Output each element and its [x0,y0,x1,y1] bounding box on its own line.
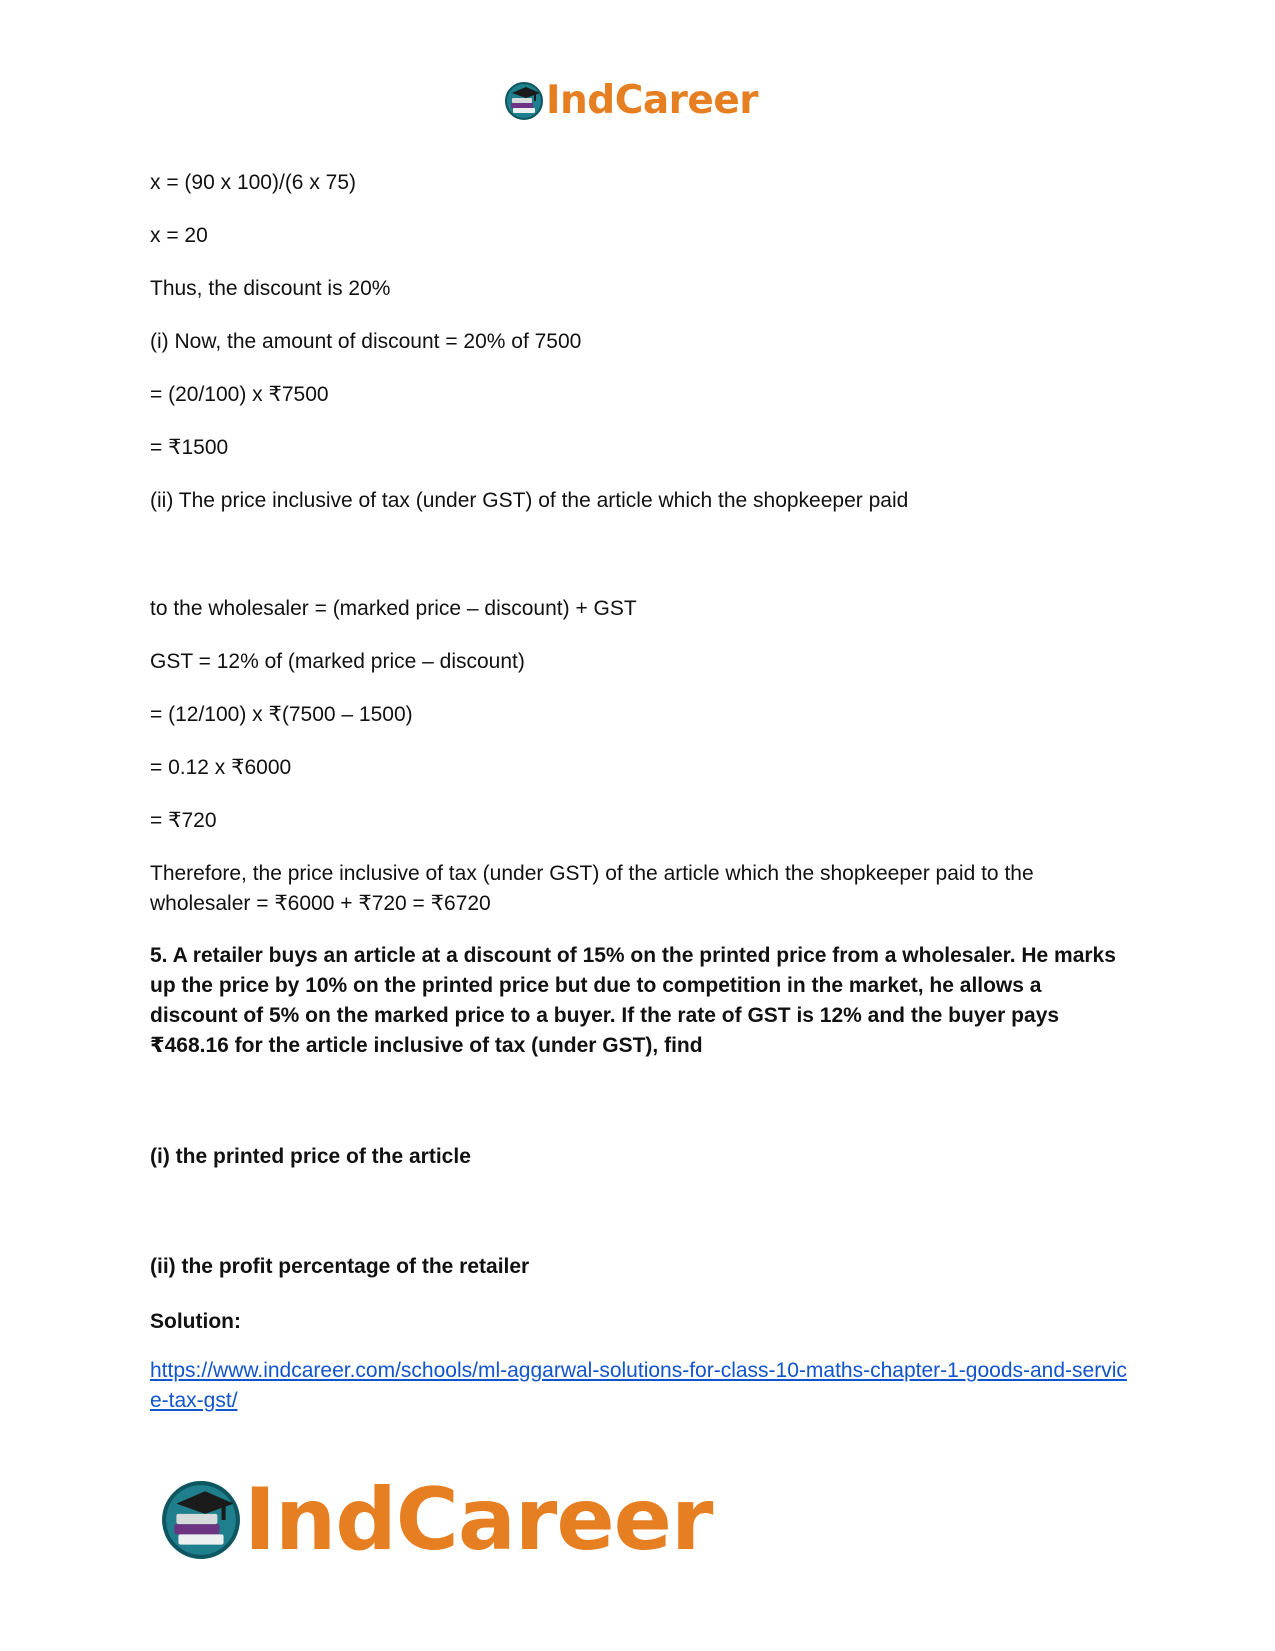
solution-link[interactable]: https://www.indcareer.com/schools/ml-aggarwal-solutions-for-class-10-maths-chapter-1-goods-and-service-tax-gst/ [150,1359,1127,1412]
equation-line: = (12/100) x ₹(7500 – 1500) [150,703,413,726]
text-line: (ii) The price inclusive of tax (under GST) of the article which the shopkeeper paid [150,489,909,512]
logo-wordmark: IndCareer [546,78,758,123]
question-5-part-ii: (ii) the profit percentage of the retailer [150,1255,530,1278]
equation-line: = ₹720 [150,809,217,832]
footer-logo [160,1470,712,1570]
question-5-text: 5. A retailer buys an article at a discount of 15% on the printed price from a wholesaler. He marks up the price by 10% on the printed price but due to competition in the market, he allows a discount of 5% on the marked price to a buyer. If the rate of GST is 12% and the buyer pays ₹468.16 for the article inclusive of tax (under GST), find [150,944,1116,1057]
question-5-part-i: (i) the printed price of the article [150,1145,471,1168]
equation-line: x = (90 x 100)/(6 x 75) [150,171,357,194]
equation-line: x = 20 [150,224,208,247]
text-line: GST = 12% of (marked price – discount) [150,650,525,673]
conclusion-paragraph: Therefore, the price inclusive of tax (under GST) of the article which the shopkeeper paid to the wholesaler = ₹6000 + ₹720 = ₹6720 [150,862,1034,915]
graduation-cap-books-icon [160,1479,242,1561]
logo-wordmark: IndCareer [244,1470,713,1570]
solution-label: Solution: [150,1310,241,1333]
text-line: Thus, the discount is 20% [150,277,391,300]
text-line: (i) Now, the amount of discount = 20% of 7500 [150,330,582,353]
equation-line: = (20/100) x ₹7500 [150,383,329,406]
header-logo [504,78,758,123]
graduation-cap-books-icon [504,81,544,121]
equation-line: = 0.12 x ₹6000 [150,756,292,779]
text-line: to the wholesaler = (marked price – discount) + GST [150,597,637,620]
equation-line: = ₹1500 [150,436,229,459]
